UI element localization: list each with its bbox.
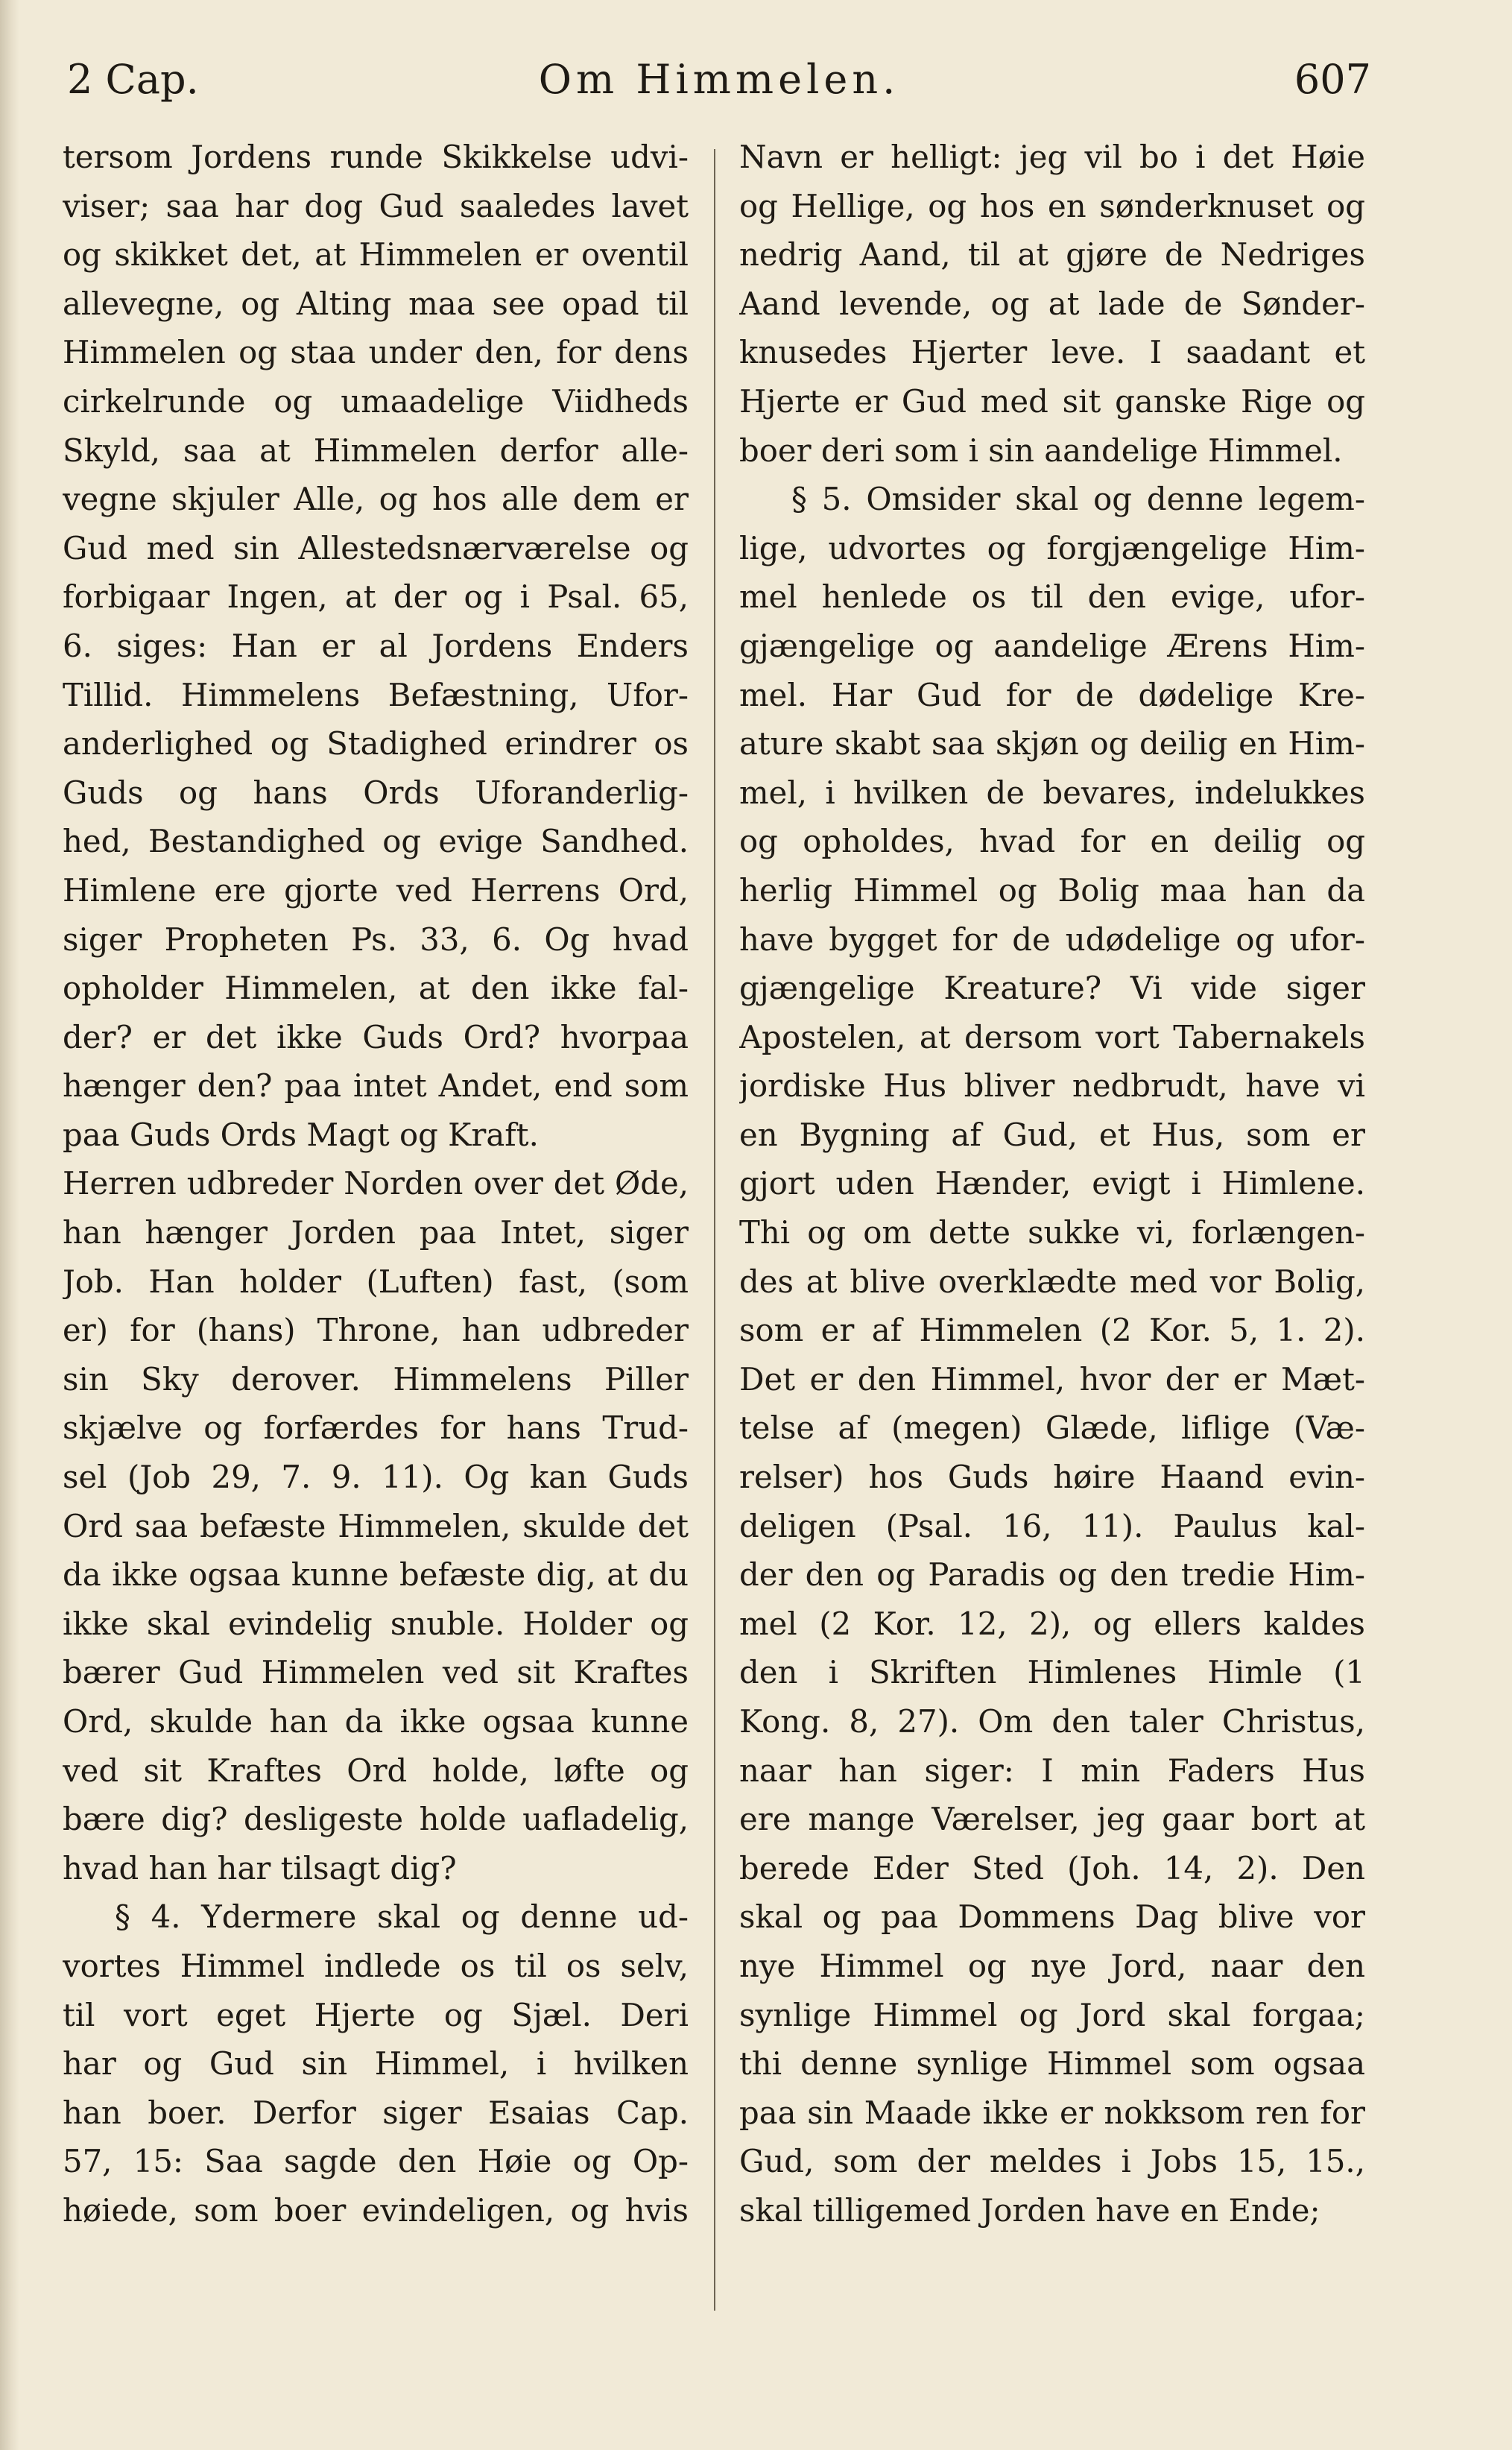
- right-text-column: [739, 133, 1365, 2235]
- left-column-line: siger Propheten Ps. 33, 6. Og hvad: [63, 921, 689, 958]
- right-column-line: mel. Har Gud for de dødelige Kre-: [739, 676, 1365, 713]
- left-column-line: ikke skal evindelig snuble. Holder og: [63, 1605, 689, 1642]
- left-column-line: 57, 15: Saa sagde den Høie og Op-: [63, 2143, 689, 2180]
- left-column-line: bære dig? desligeste holde uafladelig,: [63, 1801, 689, 1838]
- left-column-line: tersom Jordens runde Skikkelse udvi-: [63, 139, 689, 175]
- left-column-line: han hænger Jorden paa Intet, siger: [63, 1214, 689, 1251]
- right-column-line: en Bygning af Gud, et Hus, som er: [739, 1116, 1365, 1153]
- left-column-line: Job. Han holder (Luften) fast, (som: [63, 1263, 689, 1300]
- right-column-line: berede Eder Sted (Joh. 14, 2). Den: [739, 1849, 1365, 1887]
- left-column-line: paa Guds Ords Magt og Kraft.: [63, 1116, 539, 1153]
- left-column-line: Ord, skulde han da ikke ogsaa kunne: [63, 1703, 689, 1740]
- right-column-line: synlige Himmel og Jord skal forgaa;: [739, 1996, 1365, 2033]
- left-column-line: Ord saa befæste Himmelen, skulde det: [63, 1507, 689, 1544]
- right-column-line: gjort uden Hænder, evigt i Himlene.: [739, 1165, 1365, 1202]
- left-column-line: hænger den? paa intet Andet, end som: [63, 1067, 689, 1105]
- left-column-line: Tillid. Himmelens Befæstning, Ufor-: [63, 676, 689, 713]
- column-divider: [714, 149, 715, 2311]
- right-column-line: des at blive overklædte med vor Bolig,: [739, 1263, 1365, 1300]
- right-column-line: relser) hos Guds høire Haand evin-: [739, 1459, 1365, 1496]
- left-column-line: opholder Himmelen, at den ikke fal-: [63, 970, 689, 1007]
- right-column-line: mel (2 Kor. 12, 2), og ellers kaldes: [739, 1605, 1365, 1642]
- left-column-line: har og Gud sin Himmel, i hvilken: [63, 2045, 689, 2083]
- running-header: [67, 46, 1371, 113]
- left-column-line: forbigaar Ingen, at der og i Psal. 65,: [63, 578, 689, 616]
- right-column-line: Hjerte er Gud med sit ganske Rige og: [739, 382, 1365, 420]
- right-column-line: Aand levende, og at lade de Sønder-: [739, 285, 1365, 322]
- right-column-line: og opholdes, hvad for en deilig og: [739, 823, 1365, 860]
- right-column-line: deligen (Psal. 16, 11). Paulus kal-: [739, 1507, 1365, 1544]
- left-column-line: til vort eget Hjerte og Sjæl. Deri: [63, 1996, 689, 2033]
- left-column-line: sel (Job 29, 7. 9. 11). Og kan Guds: [63, 1459, 689, 1496]
- right-column-line: jordiske Hus bliver nedbrudt, have vi: [739, 1067, 1365, 1105]
- left-column-line: Skyld, saa at Himmelen derfor alle-: [63, 432, 689, 469]
- left-column-line: er) for (hans) Throne, han udbreder: [63, 1312, 689, 1349]
- right-column-line: Gud, som der meldes i Jobs 15, 15.,: [739, 2143, 1365, 2180]
- page-edge: [0, 0, 19, 2450]
- right-column-line: Navn er helligt: jeg vil bo i det Høie: [739, 139, 1365, 175]
- right-column-line: Det er den Himmel, hvor der er Mæt-: [739, 1360, 1365, 1398]
- left-column-line: viser; saa har dog Gud saaledes lavet: [63, 187, 689, 224]
- left-column-line: 6. siges: Han er al Jordens Enders: [63, 627, 689, 664]
- left-column-line: Guds og hans Ords Uforanderlig-: [63, 774, 689, 811]
- right-column-line: gjængelige Kreature? Vi vide siger: [739, 970, 1365, 1007]
- left-column-line: anderlighed og Stadighed erindrer os: [63, 725, 689, 763]
- left-column-line: vortes Himmel indlede os til os selv,: [63, 1947, 689, 1984]
- right-column-line: som er af Himmelen (2 Kor. 5, 1. 2).: [739, 1312, 1365, 1349]
- right-column-line: Apostelen, at dersom vort Tabernakels: [739, 1018, 1365, 1055]
- left-column-line: § 4. Ydermere skal og denne ud-: [115, 1898, 689, 1936]
- left-column-line: der? er det ikke Guds Ord? hvorpaa: [63, 1018, 689, 1055]
- left-column-line: hed, Bestandighed og evige Sandhed.: [63, 823, 689, 860]
- right-column-line: Kong. 8, 27). Om den taler Christus,: [739, 1703, 1365, 1740]
- right-column-line: mel henlede os til den evige, ufor-: [739, 578, 1365, 616]
- right-column-line: paa sin Maade ikke er nokksom ren for: [739, 2094, 1365, 2131]
- left-column-line: Gud med sin Allestedsnærværelse og: [63, 529, 689, 566]
- right-column-line: nedrig Aand, til at gjøre de Nedriges: [739, 236, 1365, 274]
- left-column-line: Himmelen og staa under den, for dens: [63, 334, 689, 371]
- right-column-line: Thi og om dette sukke vi, forlængen-: [739, 1214, 1365, 1251]
- left-column-line: skjælve og forfærdes for hans Trud-: [63, 1409, 689, 1447]
- page-number: 607: [1294, 56, 1371, 103]
- right-column-line: der den og Paradis og den tredie Him-: [739, 1556, 1365, 1594]
- right-column-line: naar han siger: I min Faders Hus: [739, 1752, 1365, 1789]
- left-text-column: [63, 133, 689, 2235]
- left-column-line: cirkelrunde og umaadelige Viidheds: [63, 382, 689, 420]
- right-column-line: gjængelige og aandelige Ærens Him-: [739, 627, 1365, 664]
- left-column-line: Himlene ere gjorte ved Herrens Ord,: [63, 871, 689, 909]
- right-column-line: knusedes Hjerter leve. I saadant et: [739, 334, 1365, 371]
- right-column-line: boer deri som i sin aandelige Himmel.: [739, 432, 1343, 469]
- left-column-line: sin Sky derover. Himmelens Piller: [63, 1360, 689, 1398]
- right-column-line: skal og paa Dommens Dag blive vor: [739, 1898, 1365, 1936]
- right-column-line: thi denne synlige Himmel som ogsaa: [739, 2045, 1365, 2083]
- right-column-line: den i Skriften Himlenes Himle (1: [739, 1654, 1365, 1691]
- right-column-line: have bygget for de udødelige og ufor-: [739, 921, 1365, 958]
- right-column-line: nye Himmel og nye Jord, naar den: [739, 1947, 1365, 1984]
- left-column-line: da ikke ogsaa kunne befæste dig, at du: [63, 1556, 689, 1594]
- right-column-line: ere mange Værelser, jeg gaar bort at: [739, 1801, 1365, 1838]
- right-column-line: herlig Himmel og Bolig maa han da: [739, 871, 1365, 909]
- right-column-line: telse af (megen) Glæde, liflige (Væ-: [739, 1409, 1365, 1447]
- right-column-line: mel, i hvilken de bevares, indelukkes: [739, 774, 1365, 811]
- left-column-line: bærer Gud Himmelen ved sit Kraftes: [63, 1654, 689, 1691]
- chapter-label: 2 Cap.: [67, 56, 199, 103]
- right-column-line: og Hellige, og hos en sønderknuset og: [739, 187, 1365, 224]
- left-column-line: vegne skjuler Alle, og hos alle dem er: [63, 481, 689, 518]
- right-column-line: skal tilligemed Jorden have en Ende;: [739, 2191, 1320, 2229]
- left-column-line: høiede, som boer evindeligen, og hvis: [63, 2191, 689, 2229]
- left-column-line: allevegne, og Alting maa see opad til: [63, 285, 689, 322]
- right-column-line: ature skabt saa skjøn og deilig en Him-: [739, 725, 1365, 763]
- left-column-line: han boer. Derfor siger Esaias Cap.: [63, 2094, 689, 2131]
- left-column-line: Herren udbreder Norden over det Øde,: [63, 1165, 689, 1202]
- running-title: Om Himmelen.: [538, 56, 900, 103]
- left-column-line: ved sit Kraftes Ord holde, løfte og: [63, 1752, 689, 1789]
- left-column-line: og skikket det, at Himmelen er oventil: [63, 236, 689, 274]
- left-column-line: hvad han har tilsagt dig?: [63, 1849, 457, 1887]
- right-column-line: § 5. Omsider skal og denne legem-: [791, 481, 1365, 518]
- right-column-line: lige, udvortes og forgjængelige Him-: [739, 529, 1365, 566]
